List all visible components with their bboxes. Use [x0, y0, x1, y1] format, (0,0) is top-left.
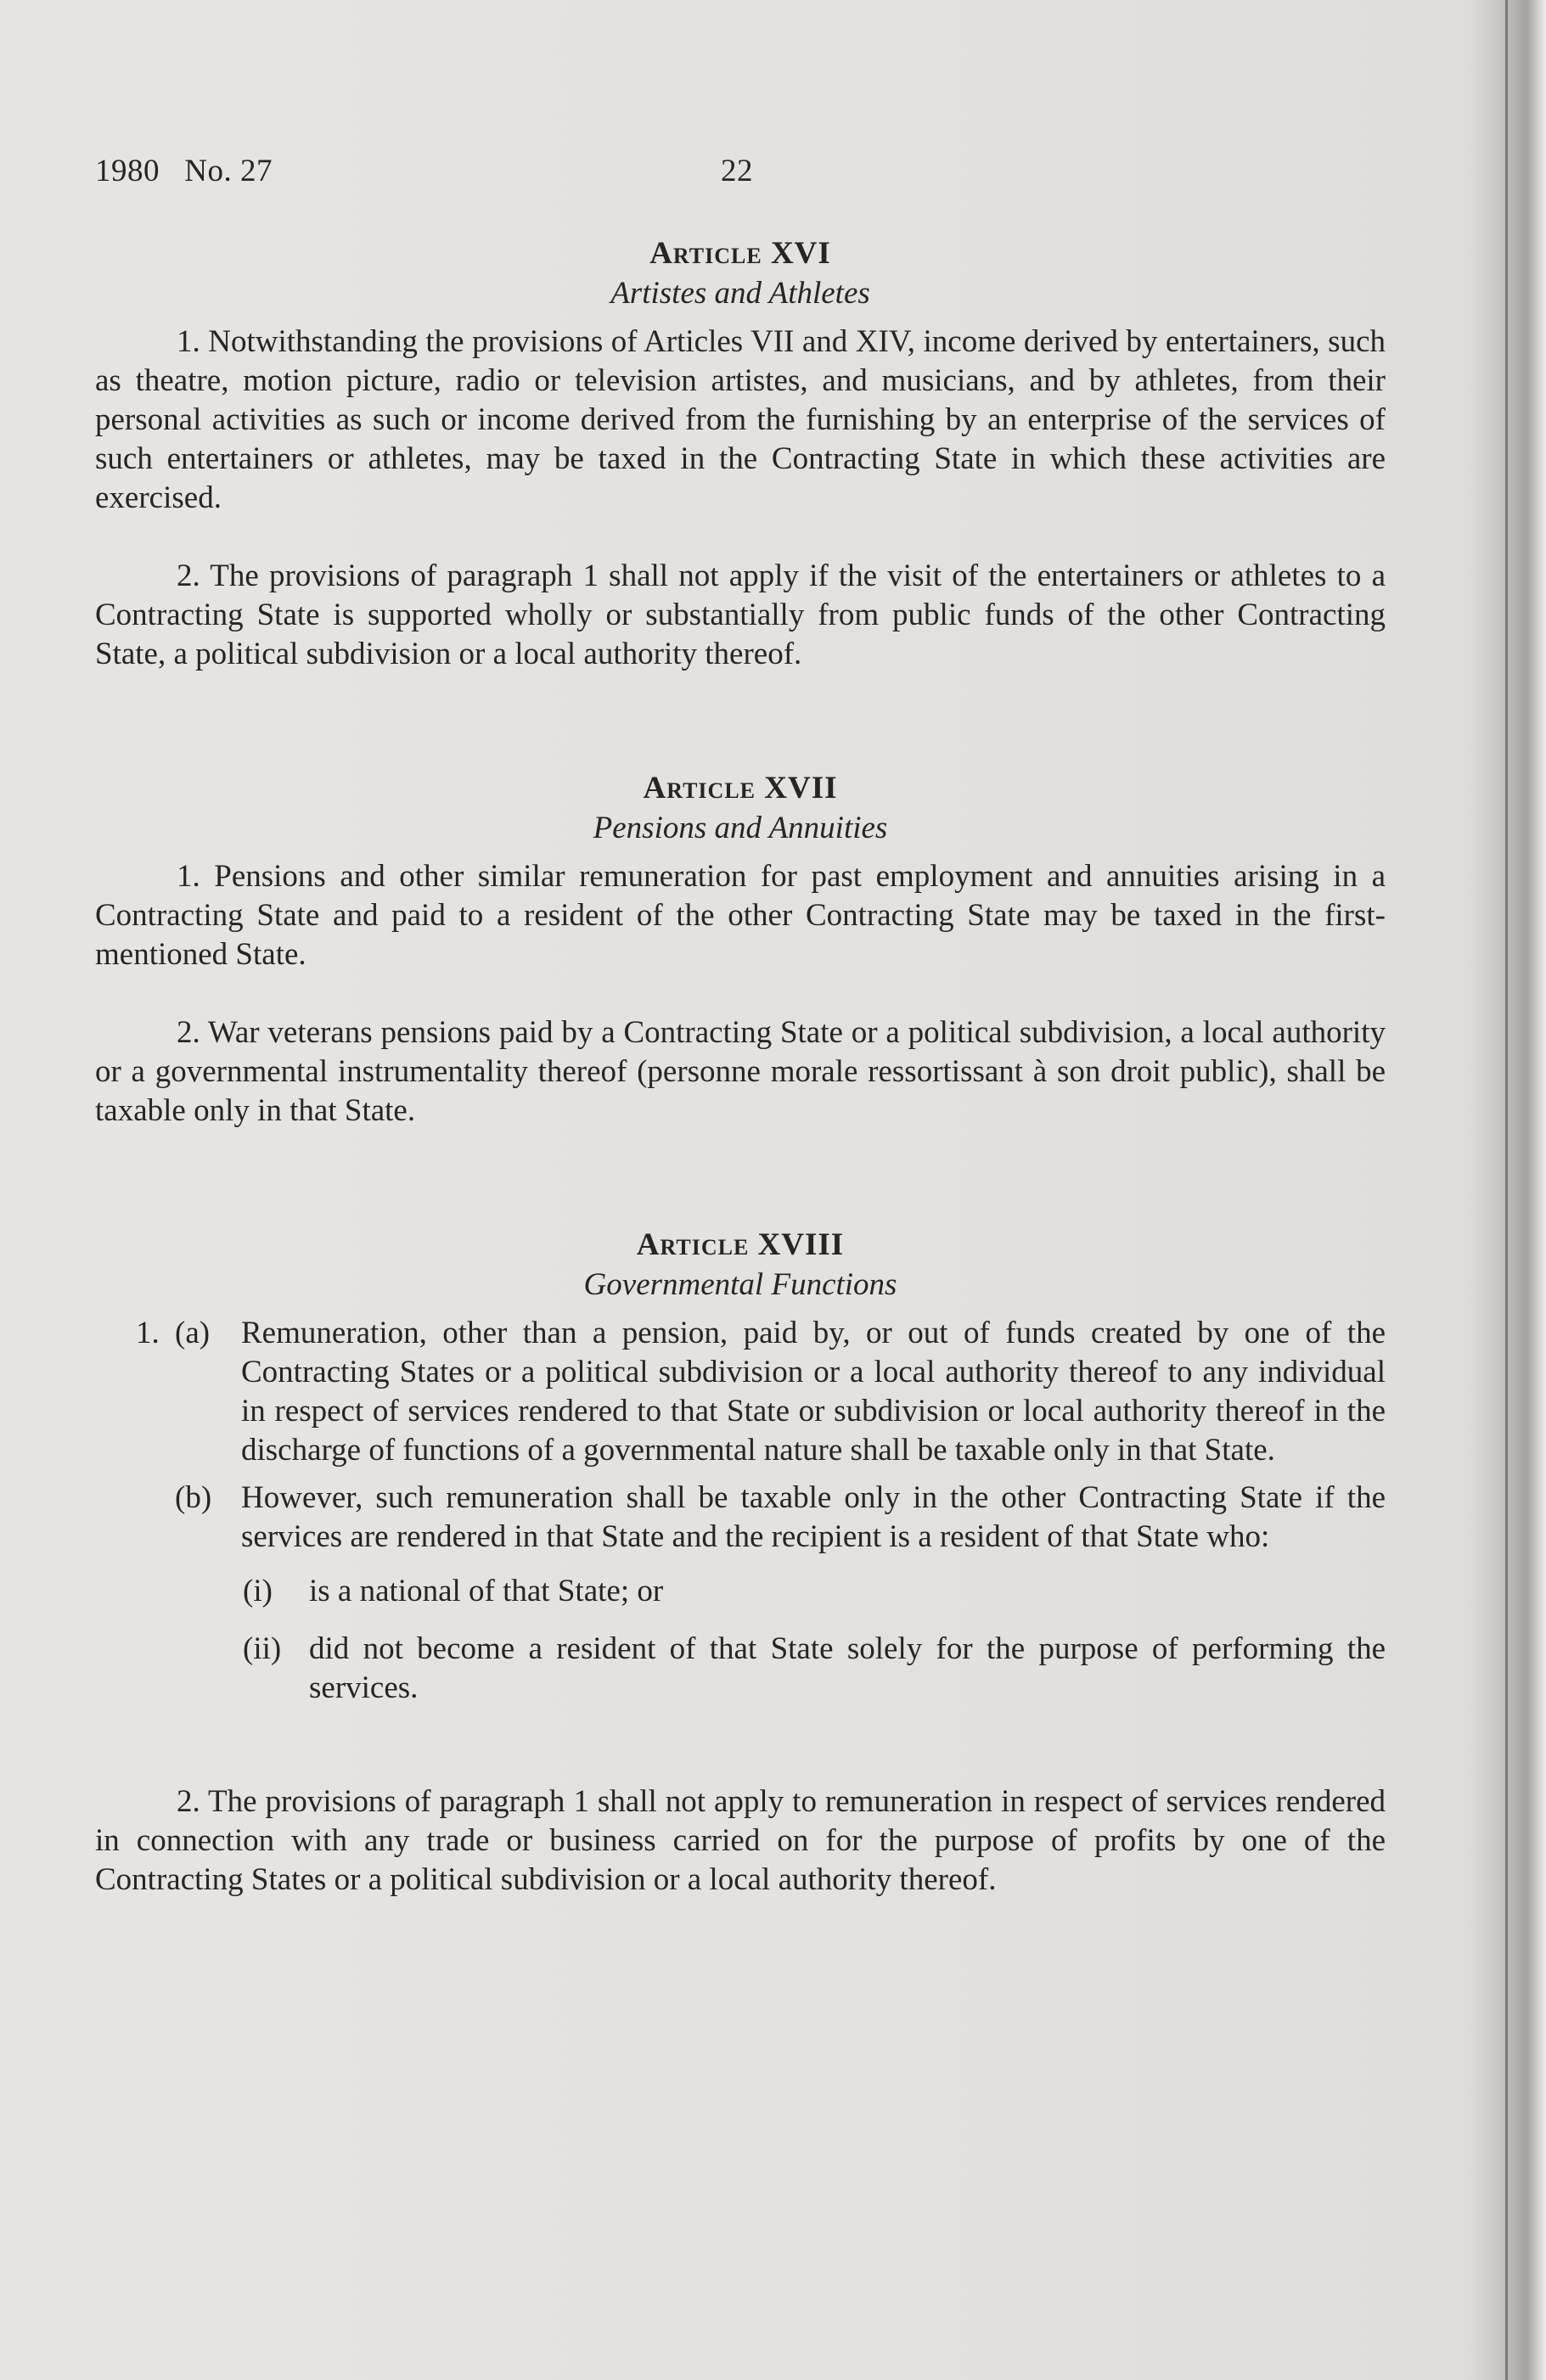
document-body	[95, 234, 1386, 1900]
paragraph: 1. Notwithstanding the provisions of Articles VII and XIV, income derived by entertainers, such as theatre, motion picture, radio or television artistes, and musicians, and by athletes, from their personal activities as such or income derived from the furnishing by an enterprise of the services of such entertainers or athletes, may be taxed in the Contracting State in which these activities are exercised.	[95, 324, 1386, 515]
paragraph: 1. Pensions and other similar remuneration for past employment and annuities arising in a Contracting State and paid to a resident of the other Contracting State may be taxed in the first-mentioned State.	[95, 859, 1386, 972]
paragraph: 2. The provisions of paragraph 1 shall not apply to remuneration in respect of services rendered in connection with any trade or business carried on for the purpose of profits by one of the Contracting States or a political subdivision or a local authority thereof.	[95, 1784, 1386, 1897]
article-title: Article XVIII	[636, 1227, 845, 1262]
article-subtitle: Governmental Functions	[583, 1267, 897, 1302]
paragraph: 2. War veterans pensions paid by a Contracting State or a political subdivision, a local authority or a governmental instrumentality thereof (personne morale ressortissant à son droit public), shall be taxable only in that State.	[95, 1015, 1386, 1128]
list-item	[95, 1630, 1386, 1708]
page-number: 22	[721, 154, 753, 188]
item-label: (i)	[243, 1574, 273, 1608]
article-xviii	[95, 1226, 1386, 1900]
item-text: did not become a resident of that State solely for the purpose of performing the services.	[309, 1631, 1386, 1705]
article-subtitle: Pensions and Annuities	[593, 811, 888, 845]
article-xvii	[95, 769, 1386, 1131]
item-label: (b)	[175, 1480, 212, 1515]
article-title: Article XVII	[643, 771, 838, 805]
item-text: However, such remuneration shall be taxable only in the other Contracting State if the services are rendered in that State and the recipient is a resident of that State who:	[241, 1480, 1386, 1554]
article-subtitle: Artistes and Athletes	[610, 276, 870, 311]
list-item	[95, 1479, 1386, 1557]
item-text: Remuneration, other than a pension, paid by, or out of funds created by one of the Contracting States or a political subdivision or a local authority thereof to any individual in respect of services rendered to that State or subdivision or local authority thereof in the discharge of functions of a governmental nature shall be taxable only in that State.	[241, 1316, 1386, 1468]
list-item	[95, 1572, 1386, 1611]
item-label: (a)	[175, 1316, 211, 1350]
paragraph: 2. The provisions of paragraph 1 shall not apply if the visit of the entertainers or athletes to a Contracting State is supported wholly or substantially from public funds of the other Contracting State, a political subdivision or a local authority thereof.	[95, 559, 1386, 671]
article-xvi	[95, 234, 1386, 674]
item-label: (ii)	[243, 1631, 282, 1666]
header-year-number: 1980 No. 27	[95, 154, 273, 188]
item-text: is a national of that State; or	[309, 1574, 664, 1608]
binding-gutter-line	[1505, 0, 1508, 2380]
article-title: Article XVI	[649, 236, 831, 271]
item-number: 1.	[136, 1316, 160, 1350]
list-item	[95, 1314, 1386, 1470]
